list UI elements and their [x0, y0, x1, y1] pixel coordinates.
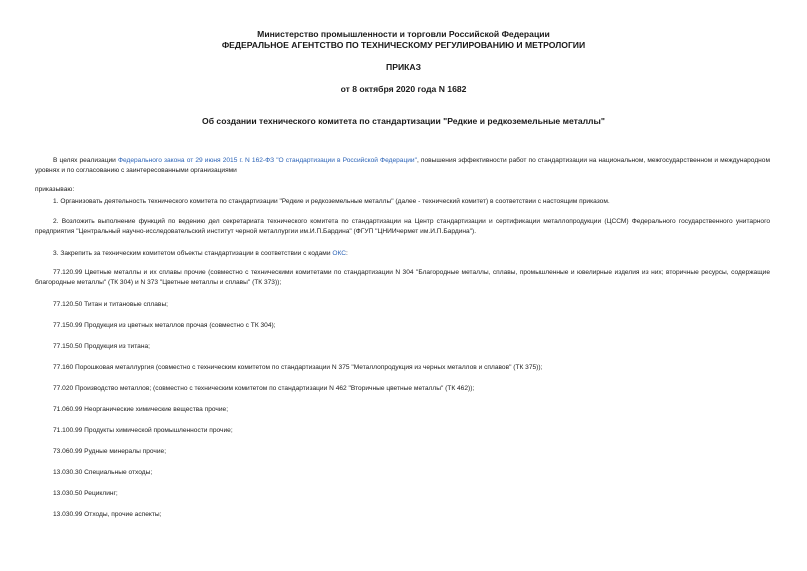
order-word: приказываю:: [35, 186, 75, 193]
federal-law-link[interactable]: Федерального закона от 29 июня 2015 г. N 162-ФЗ "О стандартизации в Российской Федерации": [117, 157, 417, 164]
preamble-paragraph: [35, 156, 770, 175]
document-title: Об создании технического комитета по стандартизации "Редкие и редкоземельные металлы": [202, 116, 605, 126]
item-3-colon: :: [346, 250, 348, 257]
code-item: 73.060.99 Рудные минералы прочие;: [53, 448, 167, 455]
code-item: 71.100.99 Продукты химической промышленности прочие;: [53, 427, 233, 434]
code-item: 77.150.99 Продукция из цветных металлов прочая (совместно с ТК 304);: [53, 322, 276, 329]
code-item: 77.120.99 Цветные металлы и их сплавы прочие (совместно с техническими комитетами по стандартизации N 304 "Благородные металлы, сплавы, промышленные и ювелирные изделия из них; вторичные ресурсы, содержащие благородные металлы" (ТК 304) и N 373 "Цветные металлы и сплавы" (ТК 373));: [35, 269, 770, 286]
code-item: 77.120.50 Титан и титановые сплавы;: [53, 301, 169, 308]
order-item-2: 2. Возложить выполнение функций по ведению дел секретариата технического комитета по стандартизации на Центр стандартизации и сертификации металлопродукции (ЦССМ) Федерального государственного унитарного предприятия "Центральный научно-исследовательский институт черной металлургии им.И.П.Бардина" (ФГУП "ЦНИИчермет им.И.П.Бардина").: [35, 218, 770, 235]
code-item: 71.060.99 Неорганические химические вещества прочие;: [53, 406, 229, 413]
order-item-1: 1. Организовать деятельность технического комитета по стандартизации "Редкие и редкоземельные металлы" (далее - технический комитет) в соответствии с настоящим приказом.: [53, 198, 610, 205]
ministry-name: Министерство промышленности и торговли Российской Федерации: [257, 29, 550, 39]
code-item: 77.150.50 Продукция из титана;: [53, 343, 150, 350]
code-item: 77.020 Производство металлов; (совместно с техническим комитетом по стандартизации N 462 "Вторичные цветные металлы" (ТК 462));: [53, 385, 475, 392]
document-date-number: от 8 октября 2020 года N 1682: [340, 84, 467, 94]
oks-link[interactable]: ОКС: [332, 250, 347, 257]
preamble-text-start: В целях реализации: [53, 157, 118, 164]
code-item: 13.030.99 Отходы, прочие аспекты;: [53, 511, 162, 518]
code-item: 13.030.50 Рециклинг;: [53, 490, 118, 497]
preamble-text-end: , повышения эффективности работ по стандартизации на национальном, межгосударственном и международном уровнях и по согласованию с заинтересованными организациями: [35, 157, 771, 174]
code-item: 13.030.30 Специальные отходы;: [53, 469, 153, 476]
document-type: ПРИКАЗ: [386, 62, 421, 72]
code-item: 77.160 Порошковая металлургия (совместно с техническим комитетом по стандартизации N 375 "Металлопродукция из черных металлов и сплавов" (ТК 375));: [53, 364, 543, 371]
item-3-text: 3. Закрепить за техническим комитетом объекты стандартизации в соответствии с кодами: [53, 250, 333, 257]
agency-name: ФЕДЕРАЛЬНОЕ АГЕНТСТВО ПО ТЕХНИЧЕСКОМУ РЕГУЛИРОВАНИЮ И МЕТРОЛОГИИ: [221, 40, 586, 50]
order-item-3: [35, 249, 770, 259]
